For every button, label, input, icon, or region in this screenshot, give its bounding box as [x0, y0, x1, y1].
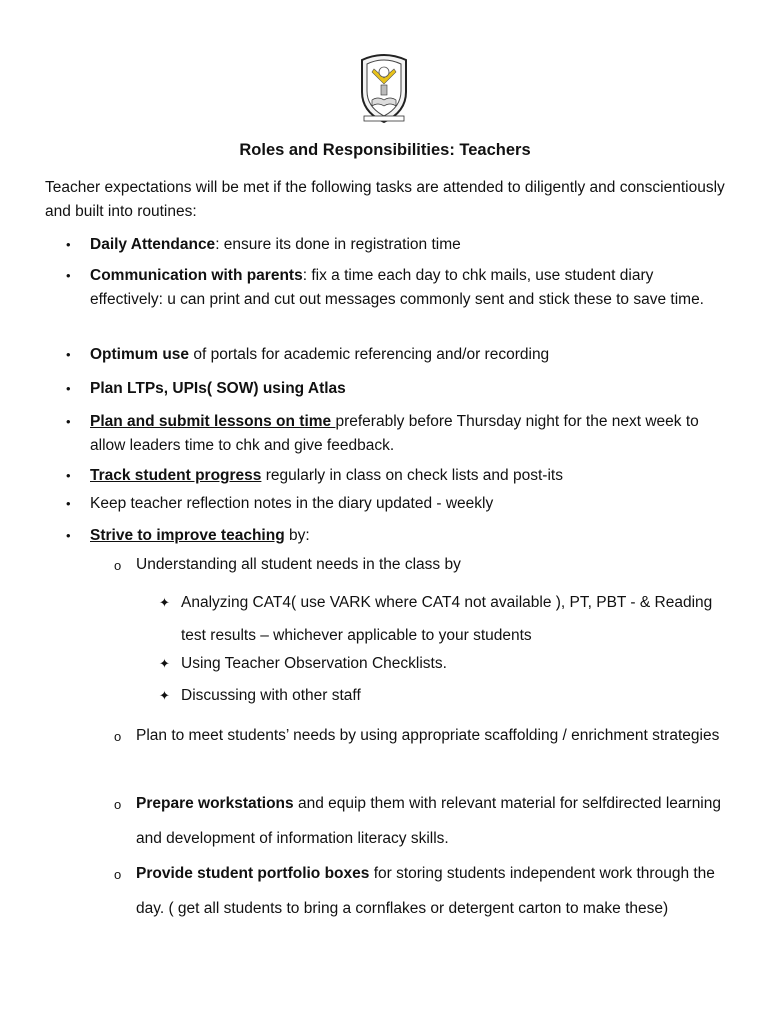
item-text: Keep teacher reflection notes in the diary updated - weekly [90, 495, 494, 512]
subsub-item-text: Discussing with other staff [181, 687, 361, 704]
bullet-icon: • [66, 528, 71, 543]
sub-item-text: Understanding all student needs in the class by [136, 556, 461, 573]
item-text: of portals for academic referencing and/or recording [189, 346, 550, 363]
item-text: : fix a time each day to chk mails, use student diary effectively: u can print and cut out messages commonly sent and stick these to save time. [90, 267, 704, 308]
list-item [66, 264, 730, 312]
item-bold: Daily Attendance [90, 236, 216, 253]
bullet-icon: • [66, 496, 71, 511]
item-bold: Track student progress [90, 467, 262, 484]
subsub-list-item [159, 586, 741, 652]
list-item [66, 464, 730, 488]
subsub-item-text: Using Teacher Observation Checklists. [181, 655, 447, 672]
list-item [66, 410, 730, 458]
subsub-item-text: Analyzing CAT4( use VARK where CAT4 not available ), PT, PBT - & Reading test results – whichever applicable to your students [181, 594, 713, 644]
sub-item-bold: Provide student portfolio boxes [136, 865, 370, 882]
sub-list-item [114, 718, 736, 753]
item-text: preferably before Thursday night for the next week to allow leaders time to chk and give feedback. [90, 413, 699, 454]
item-bold: Plan and submit lessons on time [90, 413, 336, 430]
item-text: : ensure its done in registration time [215, 236, 461, 253]
sub-item-bold: Prepare workstations [136, 795, 294, 812]
list-item [66, 377, 730, 401]
sub-list-item [114, 856, 736, 926]
bullet-icon: • [66, 468, 71, 483]
star-bullet-icon: ✦ [159, 595, 170, 610]
list-item [66, 343, 730, 367]
circle-bullet-icon: o [114, 797, 122, 812]
bullet-icon: • [66, 347, 71, 362]
item-bold: Communication with parents [90, 267, 303, 284]
list-item [66, 492, 730, 516]
item-bold: Strive to improve teaching [90, 527, 285, 544]
circle-bullet-icon: o [114, 867, 122, 882]
bullet-icon: • [66, 381, 71, 396]
list-item [66, 233, 730, 257]
item-text: regularly in class on check lists and post-its [261, 467, 563, 484]
subsub-list-item [159, 652, 741, 676]
bullet-icon: • [66, 268, 71, 283]
sub-item-text: for storing students independent work through the day. ( get all students to bring a cornflakes or detergent carton to make these) [136, 865, 715, 917]
circle-bullet-icon: o [114, 729, 122, 744]
intro-paragraph: Teacher expectations will be met if the following tasks are attended to diligently and conscientiously and built into routines: [45, 179, 725, 220]
list-item [66, 524, 730, 548]
star-bullet-icon: ✦ [159, 656, 170, 671]
bullet-icon: • [66, 414, 71, 429]
circle-bullet-icon: o [114, 558, 122, 573]
school-crest-logo [356, 50, 412, 124]
sub-list-item [114, 786, 736, 856]
item-text: by: [284, 527, 310, 544]
sub-item-text: and equip them with relevant material for selfdirected learning and development of information literacy skills. [136, 795, 721, 847]
page-title: Roles and Responsibilities: Teachers [239, 141, 531, 159]
star-bullet-icon: ✦ [159, 688, 170, 703]
item-bold: Optimum use [90, 346, 190, 363]
bullet-icon: • [66, 237, 71, 252]
subsub-list-item [159, 684, 741, 708]
sub-list-item [114, 553, 736, 577]
sub-item-text: Plan to meet students’ needs by using appropriate scaffolding / enrichment strategies [136, 727, 720, 744]
item-bold: Plan LTPs, UPIs( SOW) using Atlas [90, 380, 346, 397]
